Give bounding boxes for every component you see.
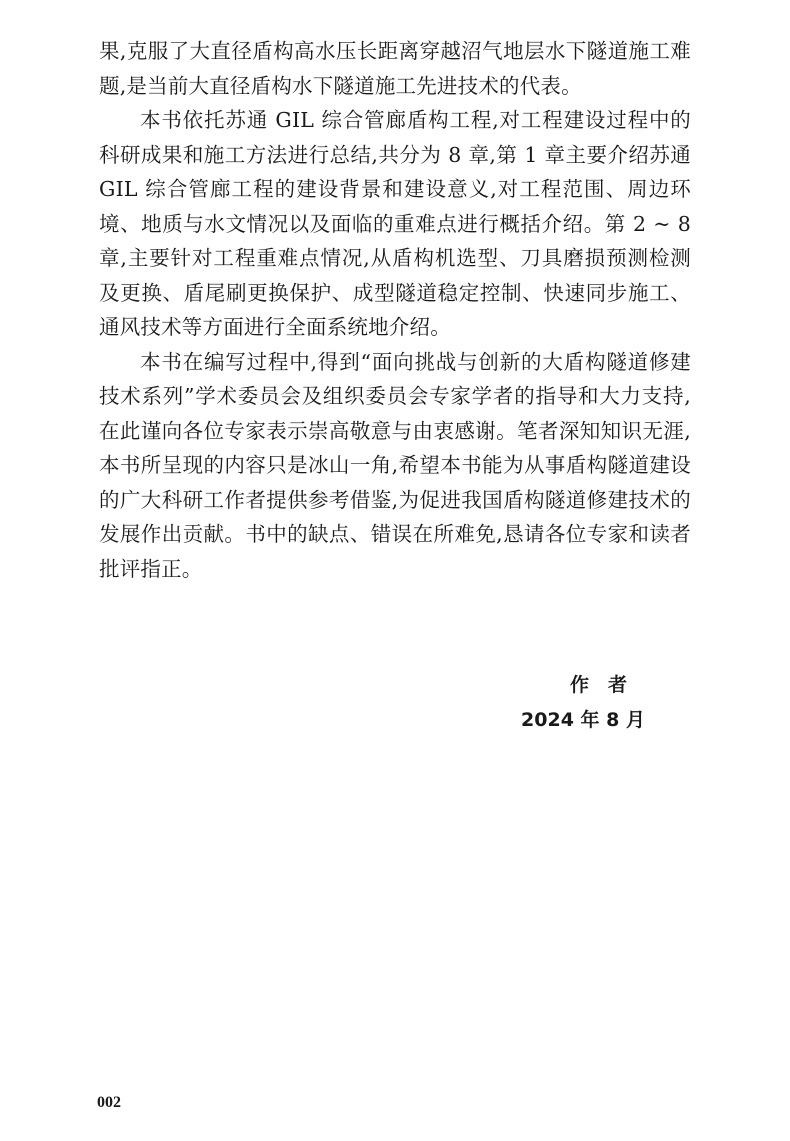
paragraph-continuation: 果,克服了大直径盾构高水压长距离穿越沼气地层水下隧道施工难题,是当前大直径盾构水下隧道施工先进技术的代表。 xyxy=(99,39,691,98)
signature-author: 作 者 xyxy=(569,674,627,696)
page-number: 002 xyxy=(97,1094,121,1111)
signature-block xyxy=(445,668,645,738)
signature-date: 2024 年 8 月 xyxy=(521,709,645,731)
paragraph-acknowledgements: 本书在编写过程中,得到“面向挑战与创新的大盾构隧道修建技术系列”学术委员会及组织委员会专家学者的指导和大力支持,在此谨向各位专家表示崇高敬意与由衷感谢。笔者深知知识无涯,本书所呈现的内容只是冰山一角,希望本书能为从事盾构隧道建设的广大科研工作者提供参考借鉴,为促进我国盾构隧道修建技术的发展作出贡献。书中的缺点、错误在所难免,恳请各位专家和读者批评指正。 xyxy=(99,349,691,581)
preface-body xyxy=(99,34,691,586)
paragraph-book-overview: 本书依托苏通 GIL 综合管廊盾构工程,对工程建设过程中的科研成果和施工方法进行总结,共分为 8 章,第 1 章主要介绍苏通 GIL 综合管廊工程的建设背景和建设意义,对工程范围、周边环境、地质与水文情况以及面临的重难点进行概括介绍。第 2 ~ 8 章,主要针对工程重难点情况,从盾构机选型、刀具磨损预测检测及更换、盾尾刷更换保护、成型隧道稳定控制、快速同步施工、通风技术等方面进行全面系统地介绍。 xyxy=(99,108,691,339)
